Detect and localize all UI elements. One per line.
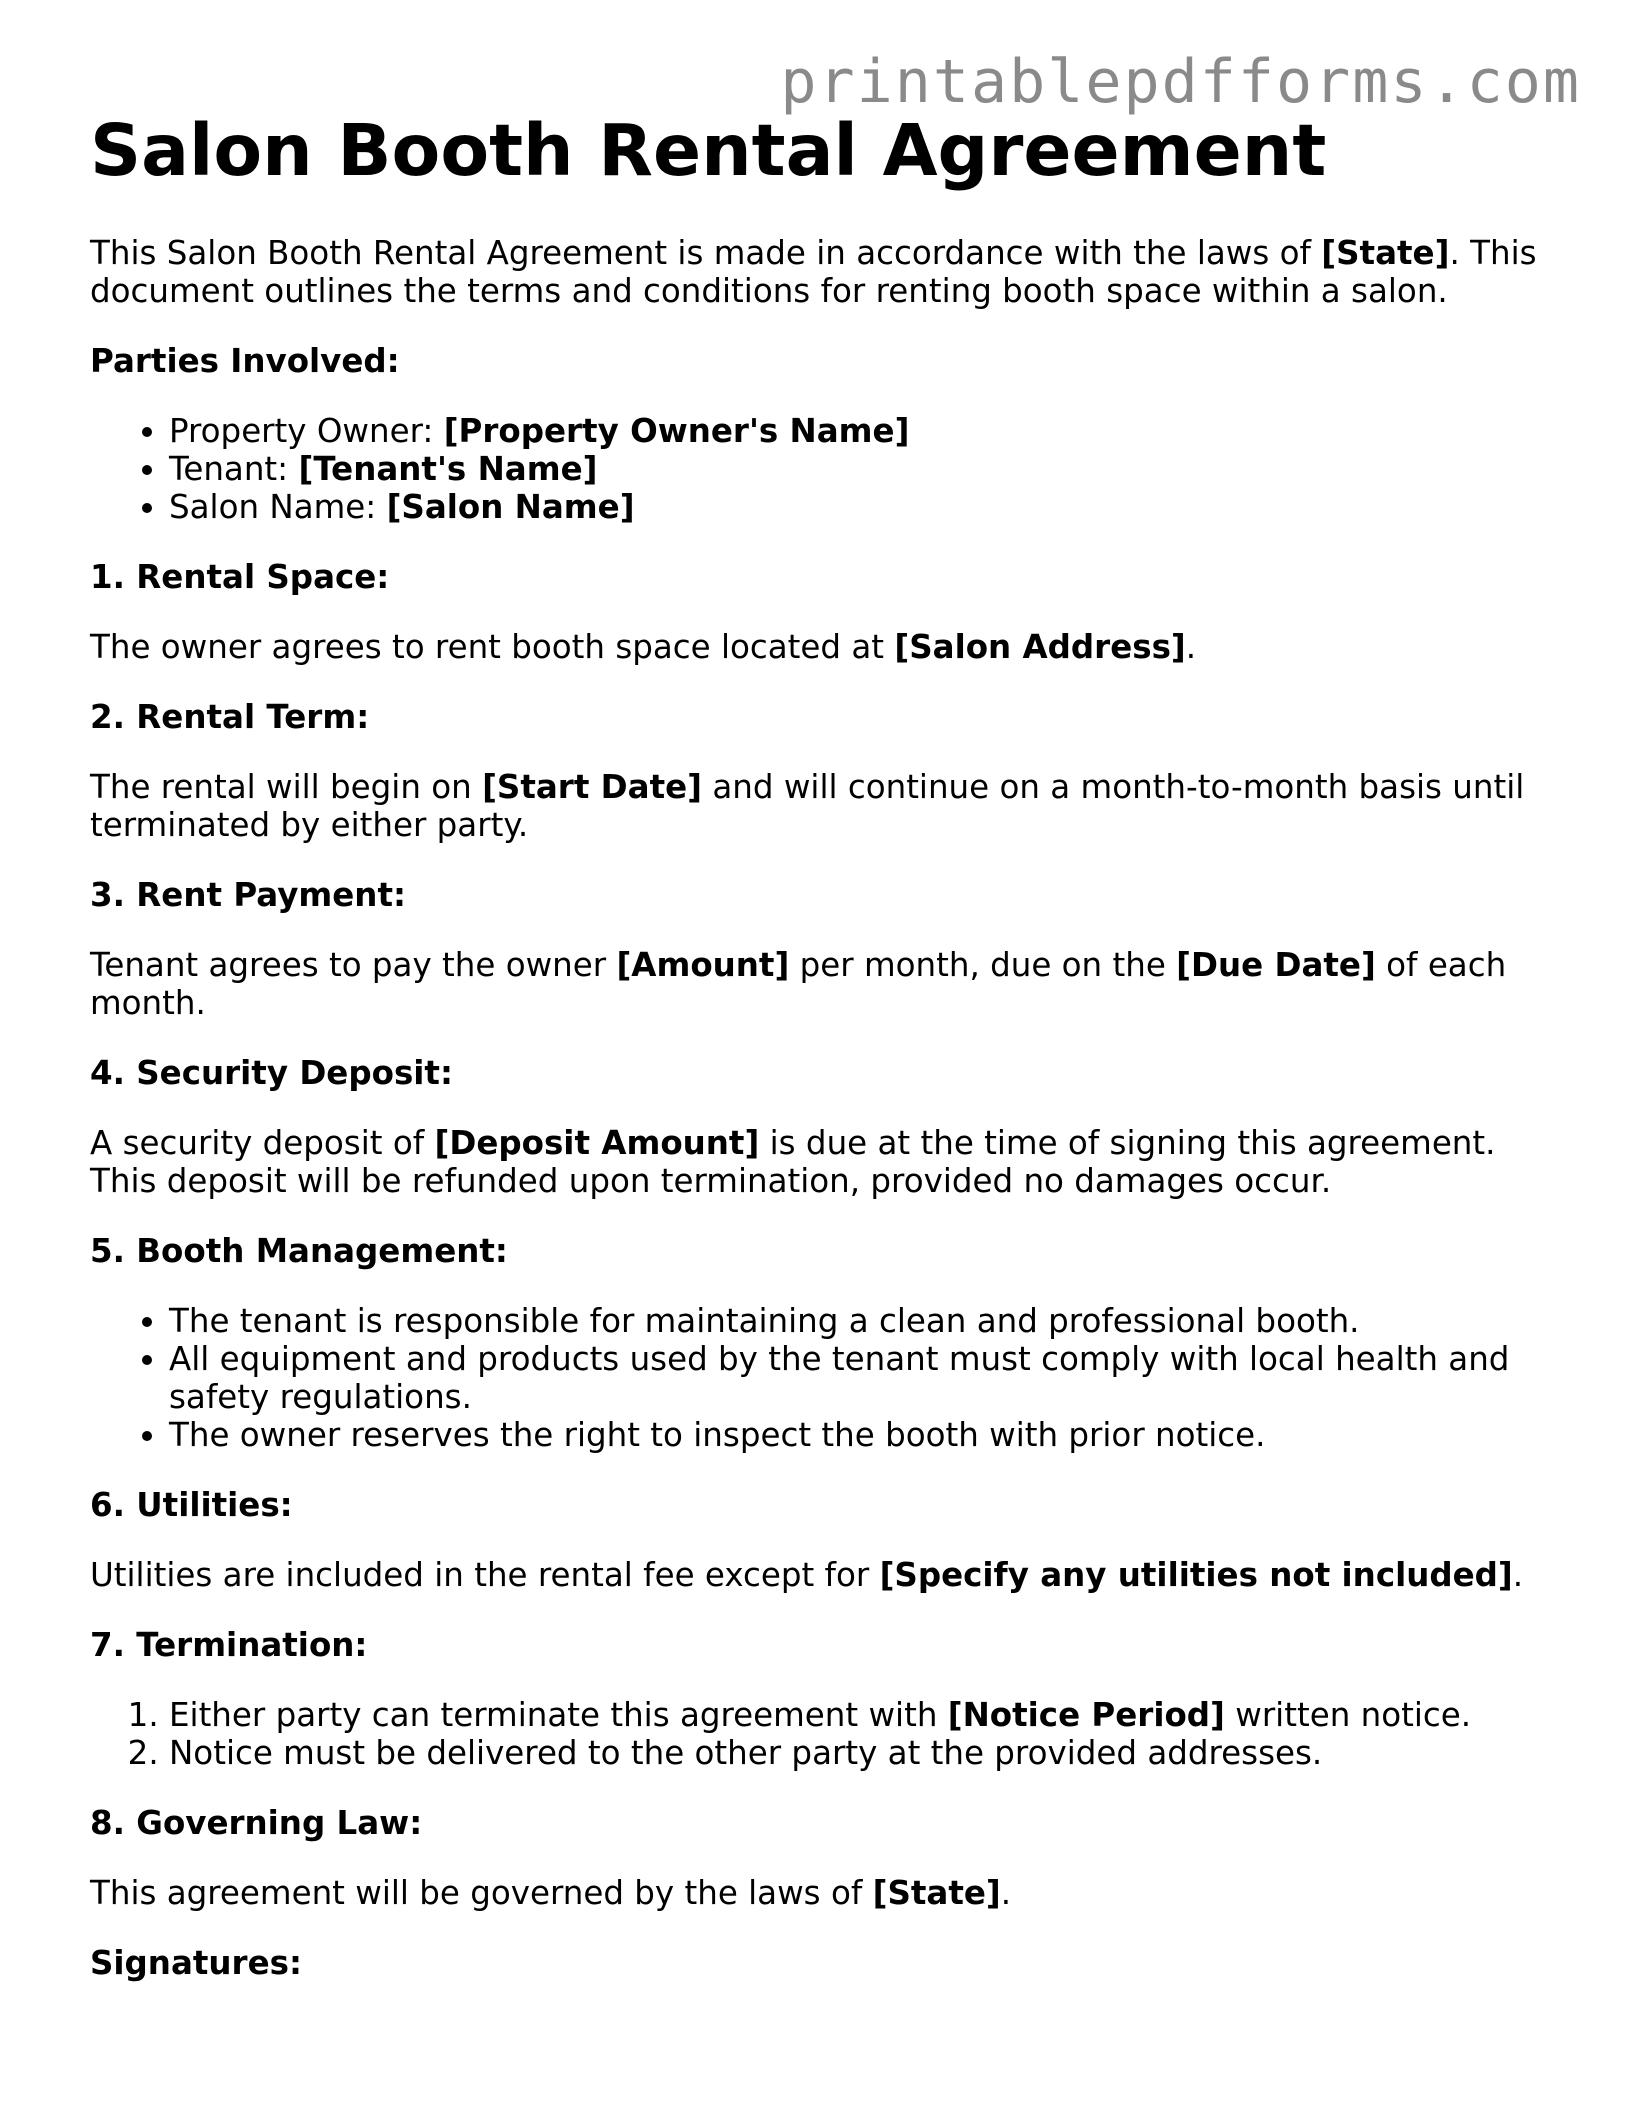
termination-text-post: written notice. — [1224, 1696, 1472, 1735]
section-8-text-pre: This agreement will be governed by the laws of — [90, 1874, 873, 1913]
list-item: 2. Notice must be delivered to the other party at the provided addresses. — [169, 1734, 1560, 1772]
intro-paragraph — [90, 234, 1560, 310]
section-4-text-post: is due at the time of signing this agreement. This deposit will be refunded upon termination, provided no damages occur. — [90, 1124, 1496, 1201]
state-field: [State] — [1321, 234, 1450, 273]
section-3-text-post: of each month. — [90, 946, 1507, 1023]
party-label: Property Owner: — [169, 412, 444, 451]
party-label: Salon Name: — [169, 488, 387, 527]
section-2-text-post: and will continue on a month-to-month basis until terminated by either party. — [90, 768, 1525, 845]
section-3-paragraph — [90, 946, 1560, 1022]
section-1-paragraph — [90, 628, 1560, 666]
intro-text-pre: This Salon Booth Rental Agreement is made in accordance with the laws of — [90, 234, 1322, 273]
list-item — [169, 488, 1560, 526]
section-2-heading: 2. Rental Term: — [90, 698, 370, 737]
property-owner-field: [Property Owner's Name] — [443, 412, 910, 451]
section-3-text-mid: per month, due on the — [789, 946, 1177, 985]
parties-list — [90, 412, 1560, 526]
amount-field: [Amount] — [616, 946, 790, 985]
list-item — [169, 1696, 1560, 1734]
section-4-paragraph — [90, 1124, 1560, 1200]
section-4-heading: 4. Security Deposit: — [90, 1054, 453, 1093]
section-1-text-pre: The owner agrees to rent booth space located at — [90, 628, 895, 667]
notice-period-field: [Notice Period] — [947, 1696, 1225, 1735]
watermark-text: printablepdfforms.com — [780, 47, 1581, 117]
section-3-text-pre: Tenant agrees to pay the owner — [90, 946, 617, 985]
section-4-text-pre: A security deposit of — [90, 1124, 435, 1163]
section-5-heading: 5. Booth Management: — [90, 1232, 508, 1271]
parties-heading: Parties Involved: — [90, 342, 400, 381]
booth-management-list — [90, 1302, 1560, 1454]
tenant-name-field: [Tenant's Name] — [298, 450, 598, 489]
start-date-field: [Start Date] — [482, 768, 703, 807]
section-8-heading: 8. Governing Law: — [90, 1804, 423, 1843]
list-item — [169, 450, 1560, 488]
section-7-heading: 7. Termination: — [90, 1626, 368, 1665]
list-item — [169, 412, 1560, 450]
section-8-paragraph — [90, 1874, 1560, 1912]
intro-text-post: . This document outlines the terms and conditions for renting booth space within a salon. — [90, 234, 1537, 311]
party-label: Tenant: — [169, 450, 299, 489]
deposit-amount-field: [Deposit Amount] — [434, 1124, 760, 1163]
governing-state-field: [State] — [872, 1874, 1001, 1913]
section-6-text-pre: Utilities are included in the rental fee except for — [90, 1556, 880, 1595]
document-body — [90, 109, 1560, 2014]
section-1-text-post: . — [1185, 628, 1197, 667]
section-6-text-post: . — [1512, 1556, 1524, 1595]
section-6-paragraph — [90, 1556, 1560, 1594]
salon-address-field: [Salon Address] — [894, 628, 1186, 667]
list-item: • The owner reserves the right to inspect the booth with prior notice. — [169, 1416, 1560, 1454]
section-3-heading: 3. Rent Payment: — [90, 876, 406, 915]
termination-text-pre: Either party can terminate this agreement with — [169, 1696, 948, 1735]
section-6-heading: 6. Utilities: — [90, 1486, 293, 1525]
page-title: Salon Booth Rental Agreement — [90, 109, 1327, 192]
list-item: • All equipment and products used by the tenant must comply with local health and safety regulations. — [169, 1340, 1560, 1416]
section-2-paragraph — [90, 768, 1560, 844]
due-date-field: [Due Date] — [1176, 946, 1376, 985]
signatures-heading: Signatures: — [90, 1944, 302, 1983]
list-item: • The tenant is responsible for maintaining a clean and professional booth. — [169, 1302, 1560, 1340]
section-1-heading: 1. Rental Space: — [90, 558, 390, 597]
salon-name-field: [Salon Name] — [386, 488, 635, 527]
section-8-text-post: . — [1000, 1874, 1012, 1913]
section-2-text-pre: The rental will begin on — [90, 768, 483, 807]
termination-list — [90, 1696, 1560, 1772]
utilities-field: [Specify any utilities not included] — [879, 1556, 1513, 1595]
